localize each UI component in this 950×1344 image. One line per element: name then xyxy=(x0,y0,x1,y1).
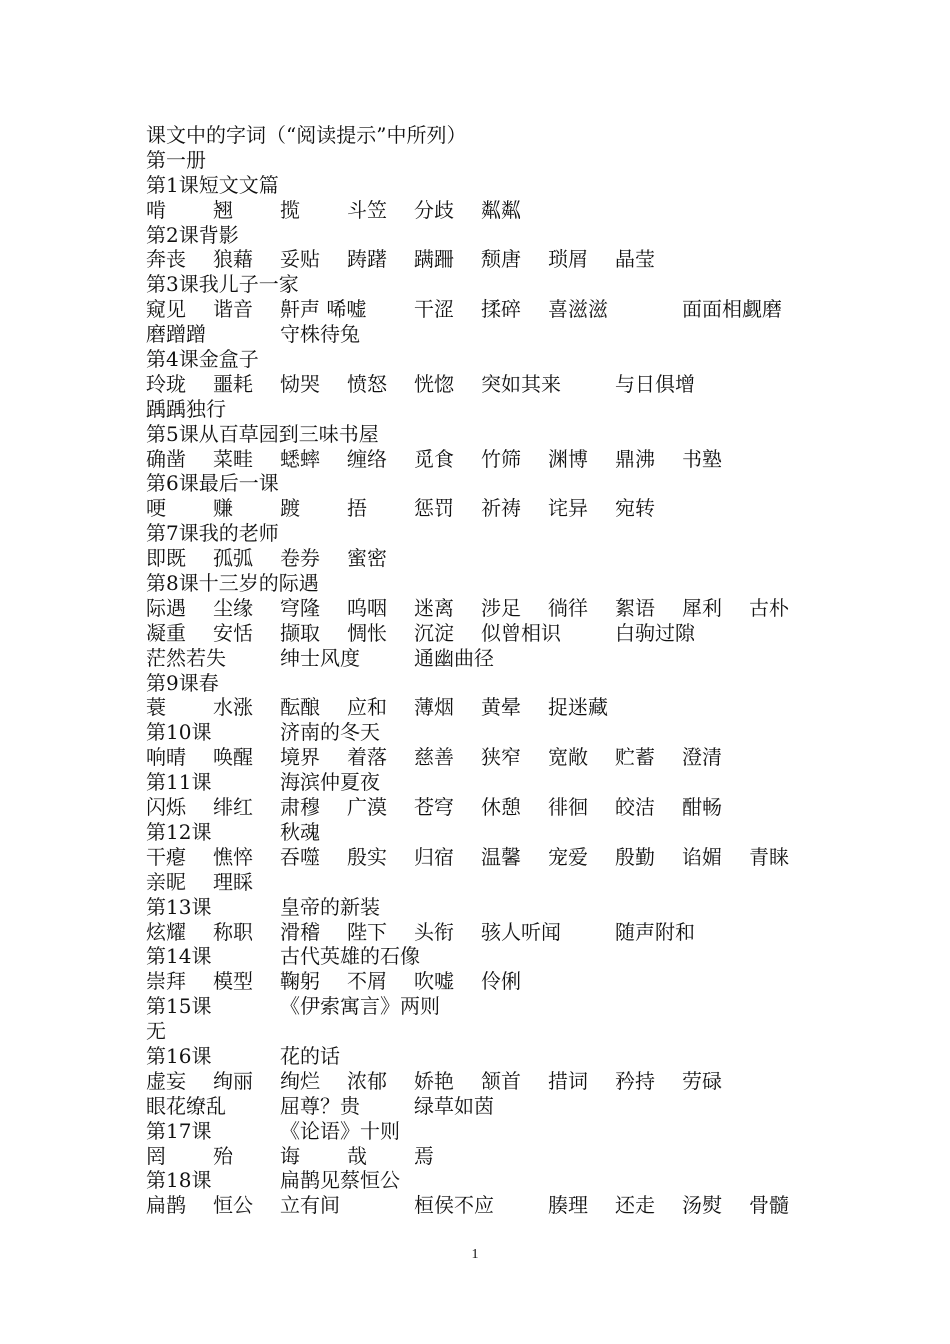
word-item: 突如其来 xyxy=(481,371,561,396)
word-item: 陛下 xyxy=(347,919,387,944)
word-item: 罔 xyxy=(146,1143,166,1168)
word-item: 安恬 xyxy=(213,620,253,645)
word-item: 第14课 xyxy=(146,944,212,969)
word-row xyxy=(146,1144,826,1169)
word-item: 啃 xyxy=(146,197,166,222)
word-item: 颓唐 xyxy=(481,247,521,272)
word-item: 犀利 xyxy=(682,595,722,620)
word-item: 菜畦 xyxy=(213,446,253,471)
word-item: 着落 xyxy=(347,745,387,770)
word-row xyxy=(146,944,826,969)
word-item: 骇人听闻 xyxy=(481,919,561,944)
word-item: 崇拜 xyxy=(146,969,186,994)
word-item: 虚妄 xyxy=(146,1068,186,1093)
word-item: 玲珑 xyxy=(146,371,186,396)
word-item: 秋魂 xyxy=(280,819,320,844)
word-item: 闪烁 xyxy=(146,795,186,820)
text-line xyxy=(146,397,826,422)
word-item: 蓑 xyxy=(146,695,166,720)
word-item: 殷勤 xyxy=(615,844,655,869)
word-item: 屈尊？贵 xyxy=(280,1093,360,1118)
word-item: 宽敞 xyxy=(548,745,588,770)
word-item: 皇帝的新装 xyxy=(280,894,380,919)
word-row xyxy=(146,646,826,671)
word-item: 诲 xyxy=(280,1143,300,1168)
word-item: 粼粼 xyxy=(481,197,521,222)
word-item: 第15课 xyxy=(146,994,212,1019)
word-row xyxy=(146,496,826,521)
word-item: 哽 xyxy=(146,496,166,521)
word-item: 浓郁 xyxy=(347,1068,387,1093)
word-item: 第8课十三岁的际遇 xyxy=(146,571,319,596)
document-body xyxy=(146,123,826,1218)
word-item: 白驹过隙 xyxy=(615,620,695,645)
word-item: 祈祷 xyxy=(481,496,521,521)
word-item: 薄烟 xyxy=(414,695,454,720)
word-item: 鼎沸 xyxy=(615,446,655,471)
word-item: 鼾声 唏嘘 xyxy=(280,297,367,322)
word-item: 惩罚 xyxy=(414,496,454,521)
word-item: 哉 xyxy=(347,1143,367,1168)
word-item: 头衔 xyxy=(414,919,454,944)
word-item: 广漠 xyxy=(347,795,387,820)
word-item: 揽 xyxy=(280,197,300,222)
word-item: 蹒跚 xyxy=(414,247,454,272)
word-row xyxy=(146,322,826,347)
word-item: 喜滋滋 xyxy=(548,297,608,322)
word-item: 沉淀 xyxy=(414,620,454,645)
word-item: 第11课 xyxy=(146,770,212,795)
word-item: 境界 xyxy=(280,745,320,770)
word-item: 措词 xyxy=(548,1068,588,1093)
word-item: 穹隆 xyxy=(280,595,320,620)
word-item: 随声附和 xyxy=(615,919,695,944)
word-item: 第1课短文文篇 xyxy=(146,172,279,197)
word-row xyxy=(146,1119,826,1144)
word-item: 尘缘 xyxy=(213,595,253,620)
word-item: 孤弧 xyxy=(213,546,253,571)
word-item: 赚 xyxy=(213,496,233,521)
word-row xyxy=(146,1193,826,1218)
word-item: 矜持 xyxy=(615,1068,655,1093)
word-item: 诧异 xyxy=(548,496,588,521)
word-item: 蟋蟀 xyxy=(280,446,320,471)
word-item: 黄晕 xyxy=(481,695,521,720)
word-item: 第5课从百草园到三味书屋 xyxy=(146,421,379,446)
word-item: 奔丧 xyxy=(146,247,186,272)
word-item: 谄媚 xyxy=(682,844,722,869)
word-item: 慈善 xyxy=(414,745,454,770)
page-number: 1 xyxy=(471,1247,479,1262)
text-line xyxy=(146,422,826,447)
word-item: 通幽曲径 xyxy=(414,645,494,670)
word-item: 第13课 xyxy=(146,894,212,919)
word-item: 滑稽 xyxy=(280,919,320,944)
word-item: 济南的冬天 xyxy=(280,720,380,745)
word-item: 理睬 xyxy=(213,869,253,894)
word-item: 琐屑 xyxy=(548,247,588,272)
word-row xyxy=(146,770,826,795)
word-item: 面面相觑磨 xyxy=(682,297,782,322)
text-line xyxy=(146,571,826,596)
word-item: 愤怒 xyxy=(347,371,387,396)
word-item: 肃穆 xyxy=(280,795,320,820)
word-item: 酣畅 xyxy=(682,795,722,820)
text-line xyxy=(146,272,826,297)
word-item: 苍穹 xyxy=(414,795,454,820)
word-item: 晶莹 xyxy=(615,247,655,272)
word-item: 扁鹊见蔡恒公 xyxy=(280,1168,400,1193)
text-line xyxy=(146,223,826,248)
word-item: 还走 xyxy=(615,1193,655,1218)
word-item: 应和 xyxy=(347,695,387,720)
word-item: 憔悴 xyxy=(213,844,253,869)
word-row xyxy=(146,845,826,870)
word-item: 无 xyxy=(146,1019,166,1044)
word-item: 卷券 xyxy=(280,546,320,571)
word-row xyxy=(146,247,826,272)
word-row xyxy=(146,745,826,770)
word-item: 皎洁 xyxy=(615,795,655,820)
word-item: 休憩 xyxy=(481,795,521,820)
word-item: 劳碌 xyxy=(682,1068,722,1093)
word-item: 觅食 xyxy=(414,446,454,471)
word-item: 骨髓 xyxy=(749,1193,789,1218)
word-item: 酝酿 xyxy=(280,695,320,720)
vocabulary-lines xyxy=(146,173,826,1218)
text-line xyxy=(146,521,826,546)
word-item: 响晴 xyxy=(146,745,186,770)
word-item: 第4课金盒子 xyxy=(146,347,259,372)
word-row xyxy=(146,820,826,845)
word-row xyxy=(146,870,826,895)
word-row xyxy=(146,695,826,720)
word-row xyxy=(146,621,826,646)
word-item: 斗笠 xyxy=(347,197,387,222)
word-item: 宠爱 xyxy=(548,844,588,869)
word-item: 娇艳 xyxy=(414,1068,454,1093)
word-item: 捉迷藏 xyxy=(548,695,608,720)
word-item: 恍惚 xyxy=(414,371,454,396)
word-item: 缠络 xyxy=(347,446,387,471)
word-item: 眼花缭乱 xyxy=(146,1093,226,1118)
word-item: 古代英雄的石像 xyxy=(280,944,420,969)
word-item: 恒公 xyxy=(213,1193,253,1218)
word-item: 凝重 xyxy=(146,620,186,645)
word-item: 第17课 xyxy=(146,1118,212,1143)
word-item: 干瘪 xyxy=(146,844,186,869)
word-row xyxy=(146,1069,826,1094)
word-row xyxy=(146,447,826,472)
word-item: 呜咽 xyxy=(347,595,387,620)
word-item: 殆 xyxy=(213,1143,233,1168)
word-item: 狼藉 xyxy=(213,247,253,272)
word-item: 伶俐 xyxy=(481,969,521,994)
text-line xyxy=(146,347,826,372)
word-item: 谐音 xyxy=(213,297,253,322)
word-item: 踽踽独行 xyxy=(146,396,226,421)
word-row xyxy=(146,546,826,571)
word-row xyxy=(146,1168,826,1193)
word-item: 殷实 xyxy=(347,844,387,869)
word-item: 吞噬 xyxy=(280,844,320,869)
word-row xyxy=(146,372,826,397)
word-item: 吹嘘 xyxy=(414,969,454,994)
word-item: 炫耀 xyxy=(146,919,186,944)
word-item: 狭窄 xyxy=(481,745,521,770)
word-item: 水涨 xyxy=(213,695,253,720)
word-item: 第12课 xyxy=(146,819,212,844)
text-line xyxy=(146,471,826,496)
book-heading: 第一册 xyxy=(146,147,206,172)
word-item: 捂 xyxy=(347,496,367,521)
word-item: 第16课 xyxy=(146,1043,212,1068)
word-row xyxy=(146,198,826,223)
word-item: 绿草如茵 xyxy=(414,1093,494,1118)
word-item: 书塾 xyxy=(682,446,722,471)
word-item: 分歧 xyxy=(414,197,454,222)
word-item: 贮蓄 xyxy=(615,745,655,770)
word-item: 海滨仲夏夜 xyxy=(280,770,380,795)
word-item: 际遇 xyxy=(146,595,186,620)
word-item: 第6课最后一课 xyxy=(146,471,279,496)
word-item: 磨蹭蹭 xyxy=(146,322,206,347)
word-item: 绯红 xyxy=(213,795,253,820)
word-item: 蜜密 xyxy=(347,546,387,571)
word-row xyxy=(146,297,826,322)
word-item: 噩耗 xyxy=(213,371,253,396)
word-item: 渊博 xyxy=(548,446,588,471)
word-item: 撷取 xyxy=(280,620,320,645)
word-item: 絮语 xyxy=(615,595,655,620)
word-item: 鞠躬 xyxy=(280,969,320,994)
word-item: 古朴 xyxy=(749,595,789,620)
word-item: 迷离 xyxy=(414,595,454,620)
word-item: 颔首 xyxy=(481,1068,521,1093)
word-item: 归宿 xyxy=(414,844,454,869)
word-item: 亲昵 xyxy=(146,869,186,894)
word-row xyxy=(146,596,826,621)
word-item: 桓侯不应 xyxy=(414,1193,494,1218)
word-row xyxy=(146,795,826,820)
word-item: 腠理 xyxy=(548,1193,588,1218)
word-item: 绅士风度 xyxy=(280,645,360,670)
word-item: 模型 xyxy=(213,969,253,994)
word-item: 第2课背影 xyxy=(146,222,239,247)
word-item: 涉足 xyxy=(481,595,521,620)
word-item: 《伊索寓言》两则 xyxy=(280,994,440,1019)
word-item: 青睐 xyxy=(749,844,789,869)
word-item: 茫然若失 xyxy=(146,645,226,670)
word-item: 宛转 xyxy=(615,496,655,521)
word-item: 确凿 xyxy=(146,446,186,471)
word-item: 即既 xyxy=(146,546,186,571)
word-item: 称职 xyxy=(213,919,253,944)
word-item: 干涩 xyxy=(414,297,454,322)
word-item: 汤熨 xyxy=(682,1193,722,1218)
word-item: 《论语》十则 xyxy=(280,1118,400,1143)
word-item: 立有间 xyxy=(280,1193,340,1218)
word-item: 第10课 xyxy=(146,720,212,745)
word-item: 与日俱增 xyxy=(615,371,695,396)
word-item: 温馨 xyxy=(481,844,521,869)
word-item: 踌躇 xyxy=(347,247,387,272)
word-row xyxy=(146,1044,826,1069)
word-row xyxy=(146,895,826,920)
word-item: 第7课我的老师 xyxy=(146,521,279,546)
text-line xyxy=(146,1019,826,1044)
word-row xyxy=(146,920,826,945)
word-item: 第18课 xyxy=(146,1168,212,1193)
word-row xyxy=(146,1094,826,1119)
word-item: 扁鹊 xyxy=(146,1193,186,1218)
word-item: 翘 xyxy=(213,197,233,222)
word-item: 妥贴 xyxy=(280,247,320,272)
word-item: 徜徉 xyxy=(548,595,588,620)
word-row xyxy=(146,720,826,745)
document-title: 课文中的字词（“阅读提示”中所列） xyxy=(146,123,467,147)
text-line xyxy=(146,173,826,198)
word-item: 绚烂 xyxy=(280,1068,320,1093)
text-line xyxy=(146,671,826,696)
word-item: 守株待兔 xyxy=(280,322,360,347)
word-item: 恸哭 xyxy=(280,371,320,396)
word-item: 窥见 xyxy=(146,297,186,322)
word-row xyxy=(146,994,826,1019)
word-item: 花的话 xyxy=(280,1043,340,1068)
word-item: 澄清 xyxy=(682,745,722,770)
word-item: 似曾相识 xyxy=(481,620,561,645)
word-item: 竹筛 xyxy=(481,446,521,471)
word-item: 绚丽 xyxy=(213,1068,253,1093)
word-row xyxy=(146,969,826,994)
word-item: 不屑 xyxy=(347,969,387,994)
word-item: 焉 xyxy=(414,1143,434,1168)
word-item: 徘徊 xyxy=(548,795,588,820)
word-item: 唤醒 xyxy=(213,745,253,770)
word-item: 踱 xyxy=(280,496,300,521)
word-item: 惆怅 xyxy=(347,620,387,645)
word-item: 揉碎 xyxy=(481,297,521,322)
word-item: 第9课春 xyxy=(146,670,219,695)
word-item: 第3课我儿子一家 xyxy=(146,272,299,297)
